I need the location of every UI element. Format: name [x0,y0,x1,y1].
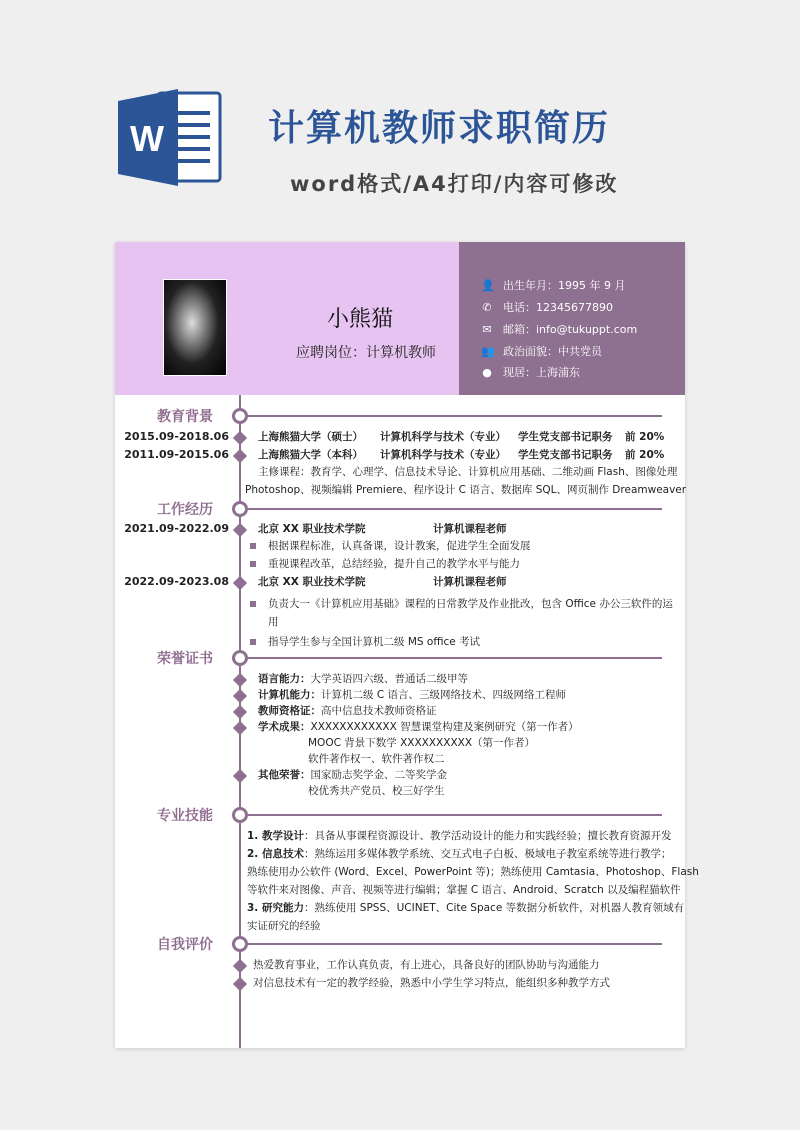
work-org: 北京 XX 职业技术学院 [258,523,366,535]
section-title: 荣誉证书 [157,651,213,667]
skill-line: 2. 信息技术：熟练运用多媒体教学系统、交互式电子白板、极域电子教室系统等进行教学； [247,848,672,860]
timeline-diamond-icon [233,959,247,973]
section-ring-icon [232,408,248,424]
section-self-evaluation [115,934,685,954]
skill-line: 熟练使用办公软件 (Word、Excel、PowerPoint 等)；熟练使用 Camtasia、Photoshop、Flash [247,866,699,878]
edu-date: 2015.09-2018.06 [124,430,229,443]
info-birth: 👤 出生年月：1995 年 9 月 [481,278,626,292]
person-icon: 👤 [481,278,495,292]
timeline-diamond-icon [233,431,247,445]
edu-role: 学生党支部书记职务 [518,431,613,443]
edu-courses: 主修课程：教育学、心理学、信息技术导论、计算机应用基础、二维动画 Flash、图像处理 [258,466,678,478]
skill-line: 3. 研究能力：熟练使用 SPSS、UCINET、Cite Space 等数据分析软件，对机器人教育领域有 [247,902,685,914]
honor-item: 计算机能力：计算机二级 C 语言、三级网络技术、四级网络工程师 [258,689,567,701]
section-ring-icon [232,501,248,517]
honor-item: 语言能力：大学英语四六级、普通话二级甲等 [258,673,468,685]
honor-item: 学术成果：XXXXXXXXXXXX 智慧课堂构建及案例研究（第一作者） [258,721,579,733]
honor-item: 教师资格证：高中信息技术教师资格证 [258,705,437,717]
section-title: 教育背景 [157,409,213,425]
timeline-diamond-icon [233,769,247,783]
timeline-diamond-icon [233,449,247,463]
section-honors [115,648,685,668]
section-ring-icon [232,807,248,823]
section-divider [248,508,662,510]
honor-line: MOOC 背景下数学 XXXXXXXXXX（第一作者） [308,737,536,749]
section-divider [248,814,662,816]
skill-line: 等软件来对图像、声音、视频等进行编辑；掌握 C 语言、Android、Scratch 以及编程猫软件 [247,884,681,896]
section-education [115,406,685,426]
profile-photo [163,279,227,376]
word-logo-icon [118,85,228,190]
honor-item: 其他荣誉：国家励志奖学金、二等奖学金 [258,769,447,781]
timeline-diamond-icon [233,721,247,735]
section-title: 工作经历 [157,502,213,518]
work-date: 2022.09-2023.08 [124,575,229,588]
bullet-square-icon [250,639,256,645]
phone-icon: ✆ [482,300,492,314]
location-icon: ● [482,365,492,379]
work-role: 计算机课程老师 [433,576,507,588]
section-divider [248,415,662,417]
section-divider [248,657,662,659]
bullet-square-icon [250,561,256,567]
info-location: ● 现居：上海浦东 [482,365,580,379]
header-contact [459,242,685,395]
section-ring-icon [232,650,248,666]
work-item: 用 [268,616,279,628]
timeline-diamond-icon [233,576,247,590]
section-work [115,499,685,519]
edu-rank: 前 20% [625,431,665,443]
info-political: 👥 政治面貌：中共党员 [481,344,602,358]
applied-position: 应聘岗位：计算机教师 [296,345,436,361]
work-item: 重视课程改革，总结经验，提升自己的教学水平与能力 [268,558,520,570]
candidate-name: 小熊猫 [327,307,394,332]
edu-courses: Photoshop、视频编辑 Premiere、程序设计 C 语言、数据库 SQL、网页制作 Dreamweaver [245,484,687,496]
resume-page [115,242,699,1048]
timeline-diamond-icon [233,673,247,687]
group-icon: 👥 [481,344,495,358]
work-date: 2021.09-2022.09 [124,522,229,535]
svg-text:W: W [130,118,164,159]
work-role: 计算机课程老师 [433,523,507,535]
banner-subtitle: word格式/A4打印/内容可修改 [290,172,619,196]
edu-major: 计算机科学与技术（专业） [380,431,506,443]
self-item: 对信息技术有一定的教学经验，熟悉中小学生学习特点，能组织多种教学方式 [253,977,610,989]
section-title: 专业技能 [157,808,213,824]
info-email: ✉ 邮箱：info@tukuppt.com [482,322,638,336]
work-item: 根据课程标准，认真备课，设计教案，促进学生全面发展 [268,540,531,552]
bullet-square-icon [250,601,256,607]
banner-title: 计算机教师求职简历 [268,108,611,149]
timeline-diamond-icon [233,977,247,991]
edu-school: 上海熊猫大学（硕士） [258,431,363,443]
edu-school: 上海熊猫大学（本科） [258,449,363,461]
header-left [115,242,459,395]
work-item: 负责大一《计算机应用基础》课程的日常教学及作业批改，包含 Office 办公三软件的运 [268,598,673,610]
edu-rank: 前 20% [625,449,665,461]
honor-line: 校优秀共产党员、校三好学生 [308,785,445,797]
honor-line: 软件著作权一、软件著作权二 [308,753,445,765]
section-title: 自我评价 [157,937,213,953]
section-ring-icon [232,936,248,952]
edu-date: 2011.09-2015.06 [124,448,229,461]
info-phone: ✆ 电话：12345677890 [482,300,613,314]
work-item: 指导学生参与全国计算机二级 MS office 考试 [268,636,481,648]
bullet-square-icon [250,543,256,549]
edu-role: 学生党支部书记职务 [518,449,613,461]
timeline-diamond-icon [233,705,247,719]
mail-icon: ✉ [482,322,492,336]
section-skills [115,805,685,825]
timeline-diamond-icon [233,689,247,703]
section-divider [248,943,662,945]
edu-major: 计算机科学与技术（专业） [380,449,506,461]
work-org: 北京 XX 职业技术学院 [258,576,366,588]
self-item: 热爱教育事业，工作认真负责，有上进心，具备良好的团队协助与沟通能力 [253,959,600,971]
skill-line: 实证研究的经验 [247,920,321,932]
skill-line: 1. 教学设计：具备从事课程资源设计、教学活动设计的能力和实践经验；擅长教育资源开发 [247,830,672,842]
timeline-diamond-icon [233,523,247,537]
